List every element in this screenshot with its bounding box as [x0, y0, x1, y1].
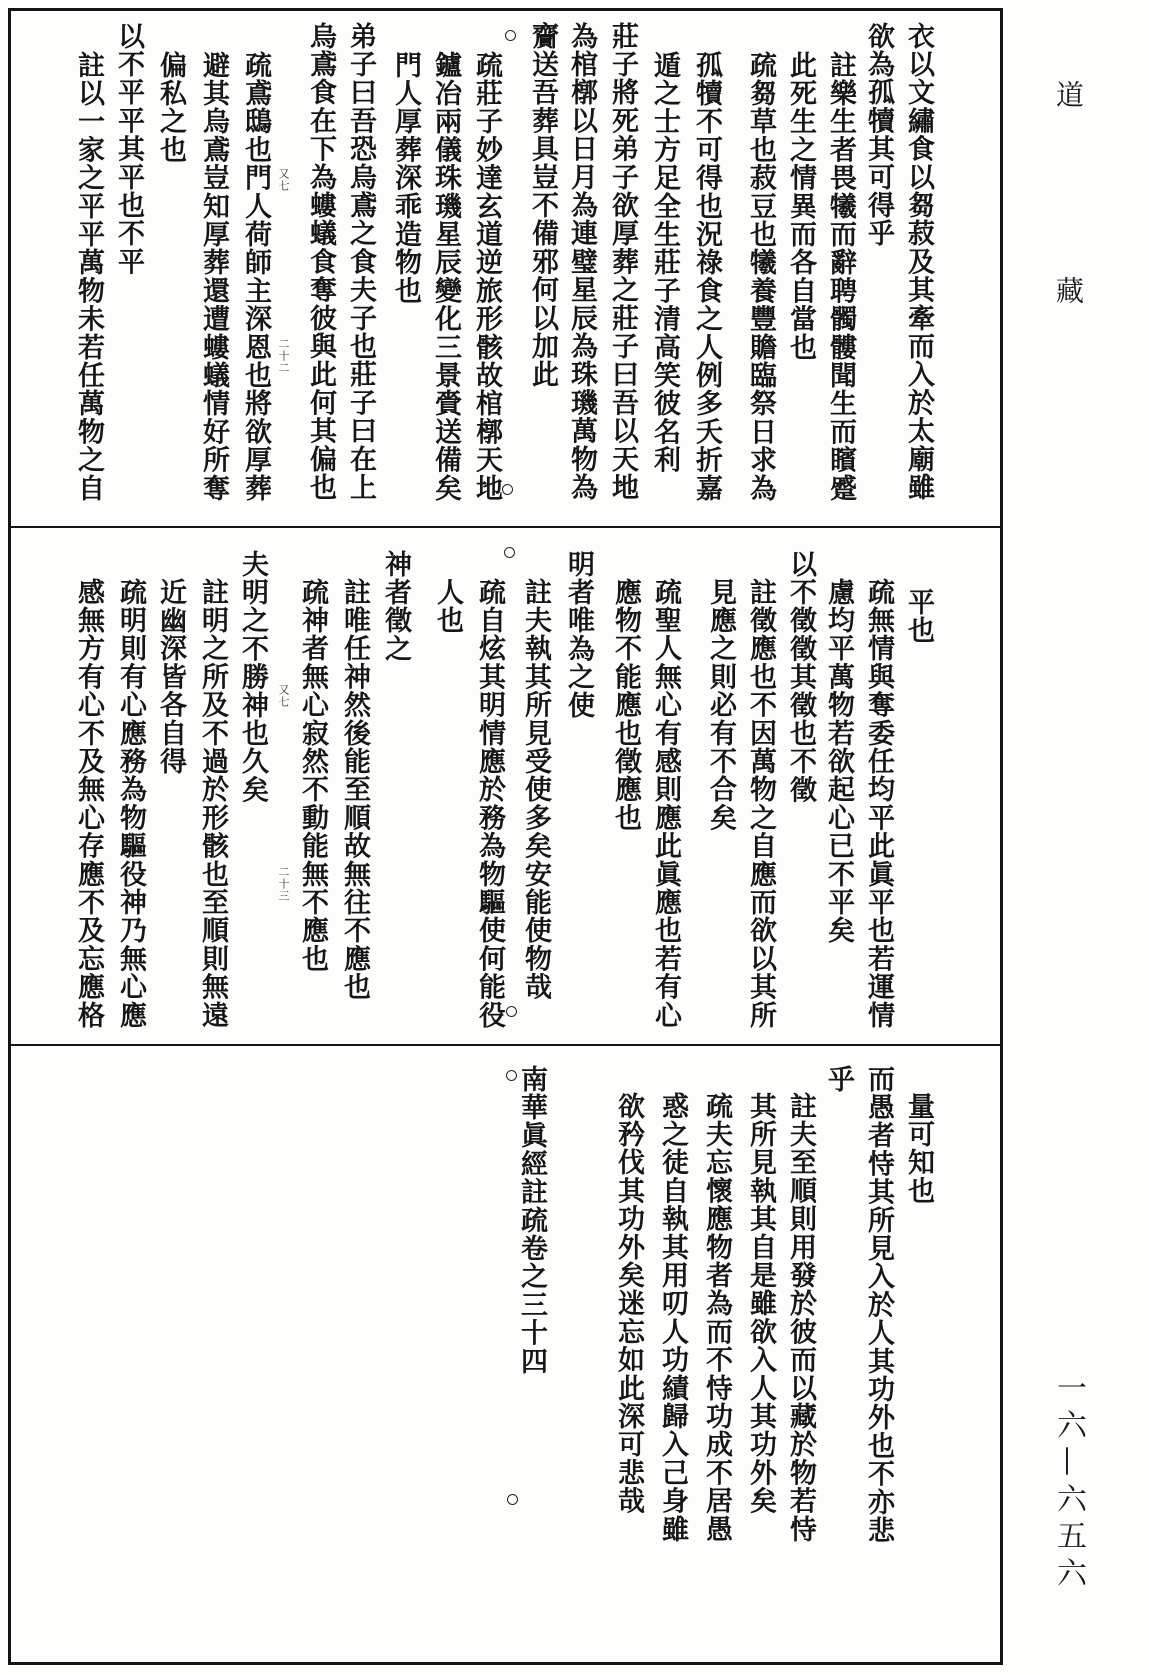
scripture-column: 衣以文繡食以芻菽及其牽而入於太廟雖 [903, 22, 934, 502]
scripture-column: 明者唯為之使 [563, 550, 594, 720]
scripture-column: 夫明之不勝神也久矣 [237, 550, 268, 804]
commentary-column: 近幽深皆各自得 [155, 578, 186, 776]
scripture-column: 而愚者恃其所見入於人其功外也不亦悲 [863, 1065, 894, 1545]
margin-label-zang: 藏 [1052, 276, 1085, 304]
margin-label-dao: 道 [1052, 80, 1085, 108]
binding-circle [507, 1494, 518, 1505]
commentary-column: 註樂生者畏犧而辭聘髑髏聞生而矉蹙 [825, 51, 856, 503]
commentary-column: 偏私之也 [155, 51, 186, 164]
commentary-column: 註明之所及不過於形骸也至順則無遠 [197, 578, 228, 1030]
scripture-column: 神者徵之 [380, 550, 411, 663]
commentary-column: 疏神者無心寂然不動能無不應也 [297, 578, 328, 973]
commentary-column: 避其烏鳶豈知厚葬還遭螻蟻情好所奪 [198, 51, 229, 503]
scripture-column: 以不徵徵其徵也不徵 [785, 550, 816, 804]
scripture-column: 為棺槨以日月為連璧星辰為珠璣萬物為 [566, 22, 597, 502]
commentary-column: 應物不能應也徵應也 [610, 578, 641, 832]
commentary-column: 遁之士方足全生莊子清高笑彼名利 [649, 51, 680, 474]
commentary-column: 欲矜伐其功外矣迷忘如此深可悲哉 [613, 1092, 644, 1515]
register-divider [8, 526, 1003, 528]
commentary-column: 疏鳶鴟也門人荷師主深恩也將欲厚葬 [240, 51, 271, 503]
commentary-column: 見應之則必有不合矣 [705, 578, 736, 832]
scripture-column: 烏鳶食在下為螻蟻食奪彼與此何其偏也 [305, 22, 336, 502]
commentary-column: 註以一家之平平萬物未若任萬物之自 [73, 51, 104, 503]
binding-circle [502, 484, 513, 495]
scripture-column: 齎送吾葬具豈不備邪何以加此 [527, 22, 558, 389]
commentary-column: 鑪冶兩儀珠璣星辰變化三景賫送備矣 [430, 51, 461, 503]
commentary-column: 平也 [903, 588, 934, 645]
scripture-column: 欲為孤犢其可得乎 [863, 22, 894, 248]
page-number: 一六—六五六 [1051, 1372, 1086, 1594]
commentary-column: 人也 [432, 578, 463, 635]
folio-mark: 又七 [277, 168, 290, 192]
commentary-column: 其所見執其自是雖欲入人其功外矣 [745, 1092, 776, 1515]
binding-circle [504, 547, 515, 558]
commentary-column: 孤犢不可得也況祿食之人例多夭折嘉 [691, 51, 722, 503]
commentary-column: 註夫執其所見受使多矣安能使物哉 [520, 578, 551, 1001]
scripture-column: 乎 [823, 1065, 854, 1094]
scripture-column: 莊子將死弟子欲厚葬之莊子曰吾以天地 [607, 22, 638, 502]
juan-title: 南華眞經註疏卷之三十四 [516, 1065, 547, 1376]
commentary-column: 慮均平萬物若欲起心已不平矣 [823, 578, 854, 945]
commentary-column: 註徵應也不因萬物之自應而欲以其所 [745, 578, 776, 1030]
binding-circle [505, 30, 516, 41]
register-divider [8, 1044, 1003, 1046]
scripture-column: 弟子曰吾恐烏鳶之食夫子也莊子曰在上 [345, 22, 376, 502]
commentary-column: 註唯任神然後能至順故無往不應也 [339, 578, 370, 1001]
commentary-column: 疏夫忘懷應物者為而不恃功成不居愚 [701, 1092, 732, 1544]
commentary-column: 量可知也 [903, 1092, 934, 1205]
commentary-column: 疏聖人無心有感則應此眞應也若有心 [650, 578, 681, 1030]
commentary-column: 疏明則有心應務為物驅役神乃無心應 [115, 578, 146, 1030]
scripture-column: 以不平平其平也不平 [113, 22, 144, 276]
commentary-column: 疏莊子妙達玄道逆旅形骸故棺槨天地 [471, 51, 502, 503]
commentary-column: 門人厚葬深乖造物也 [390, 51, 421, 305]
commentary-column: 此死生之情異而各自當也 [785, 51, 816, 362]
commentary-column: 註夫至順則用發於彼而以藏於物若恃 [785, 1092, 816, 1544]
binding-circle [506, 1006, 517, 1017]
commentary-column: 惑之徒自執其用叨人功績歸入己身雖 [657, 1092, 688, 1544]
commentary-column: 感無方有心不及無心存應不及忘應格 [73, 578, 104, 1030]
folio-mark: 二十三 [277, 866, 290, 902]
folio-mark: 二十二 [277, 338, 290, 374]
folio-mark: 又七 [277, 684, 290, 708]
commentary-column: 疏自炫其明情應於務為物驅使何能役 [474, 578, 505, 1030]
commentary-column: 疏無情與奪委任均平此眞平也若運情 [863, 578, 894, 1030]
commentary-column: 疏芻草也菽豆也犧養豐贍臨祭日求為 [745, 51, 776, 503]
